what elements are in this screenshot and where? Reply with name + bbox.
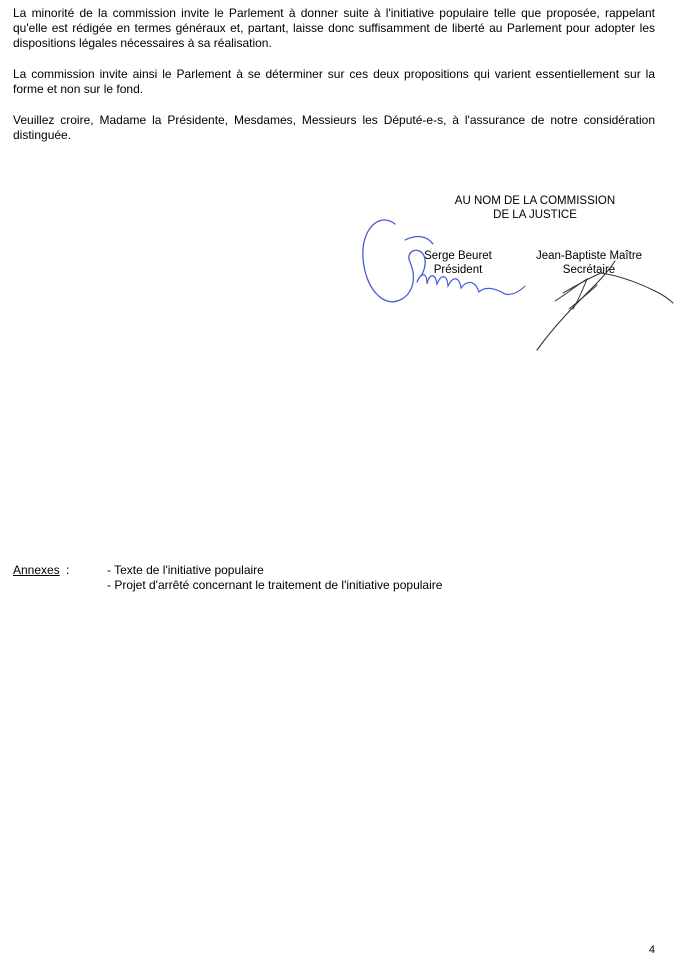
- page-number: 4: [648, 944, 655, 956]
- annexes-label: Annexes: [13, 563, 60, 577]
- annexes-colon: :: [66, 563, 70, 577]
- signature-heading-line-1: AU NOM DE LA COMMISSION: [454, 195, 616, 207]
- annex-item: - Texte de l'initiative populaire: [107, 563, 264, 577]
- secretary-role: Secrétaire: [562, 264, 616, 276]
- annex-item: - Projet d'arrêté concernant le traitement de l'initiative populaire: [107, 578, 443, 592]
- president-role: Président: [433, 264, 483, 276]
- paragraph-closing: Veuillez croire, Madame la Présidente, Mesdames, Messieurs les Député-e-s, à l'assurance de notre considération distinguée.: [13, 113, 655, 142]
- president-name: Serge Beuret: [424, 250, 492, 262]
- paragraph-minority: La minorité de la commission invite le Parlement à donner suite à l'initiative populaire telle que proposée, rappelant qu'elle est rédigée en termes généraux et, partant, laisse donc suffisamment de liberté au Parlement pour adopter les dispositions légales nécessaires à sa réalisation.: [13, 6, 655, 50]
- signature-heading-line-2: DE LA JUSTICE: [493, 209, 577, 221]
- paragraph-commission: La commission invite ainsi le Parlement à se déterminer sur ces deux propositions qui varient essentiellement sur la forme et non sur le fond.: [13, 67, 655, 96]
- secretary-name: Jean-Baptiste Maître: [535, 250, 643, 262]
